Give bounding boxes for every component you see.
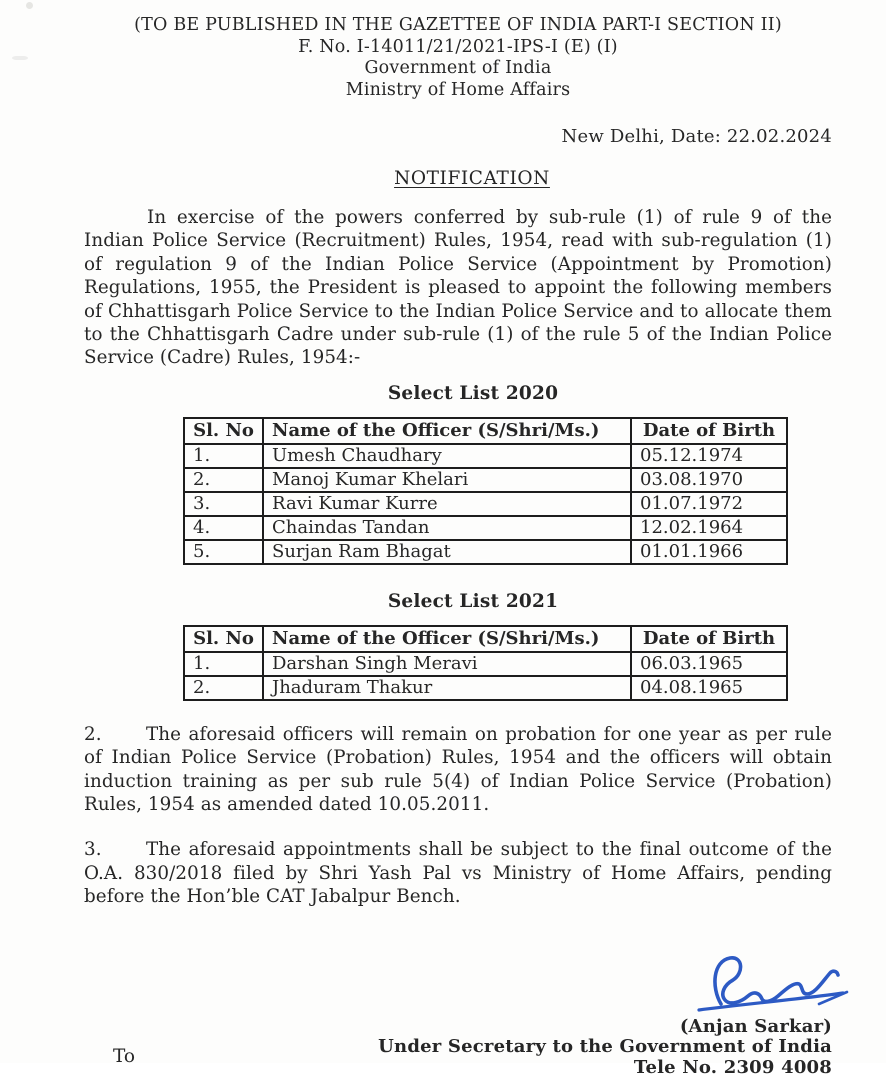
sl-no-cell: 2.	[184, 676, 263, 700]
dob-cell: 05.12.1974	[631, 444, 787, 468]
select-list-2020-table	[183, 417, 788, 565]
table-header-row	[184, 418, 787, 444]
sl-no-cell: 1.	[184, 652, 263, 676]
table-row	[184, 540, 787, 564]
dob-cell: 12.02.1964	[631, 516, 787, 540]
dob-cell: 06.03.1965	[631, 652, 787, 676]
table-row	[184, 444, 787, 468]
signatory-designation: Under Secretary to the Government of India	[378, 1036, 832, 1058]
officer-name-header: Name of the Officer (S/Shri/Ms.)	[263, 626, 631, 652]
sl-no-header: Sl. No	[184, 418, 263, 444]
dob-header: Date of Birth	[631, 418, 787, 444]
sl-no-cell: 1.	[184, 444, 263, 468]
select-list-2020-heading: Select List 2020	[387, 382, 559, 404]
table-row	[184, 492, 787, 516]
ministry-line: Ministry of Home Affairs	[345, 79, 571, 100]
officer-name-cell: Ravi Kumar Kurre	[263, 492, 631, 516]
government-line: Government of India	[364, 58, 552, 78]
officer-name-header: Name of the Officer (S/Shri/Ms.)	[263, 418, 631, 444]
signatory-name: (Anjan Sarkar)	[679, 1015, 832, 1037]
paragraph-text: The aforesaid appointments shall be subject to the final outcome of the O.A. 830/2018 filed by Shri Yash Pal vs Ministry of Home Affairs, pending before the Hon’ble CAT Jabalpur Bench.	[84, 839, 832, 908]
officer-name-cell: Surjan Ram Bhagat	[263, 540, 631, 564]
signature-block	[84, 949, 832, 1078]
dateline: New Delhi, Date: 22.02.2024	[561, 126, 832, 147]
to-label: To	[113, 1046, 136, 1067]
select-list-2021-heading: Select List 2021	[387, 590, 559, 612]
opening-paragraph: In exercise of the powers conferred by sub-rule (1) of rule 9 of the Indian Police Service (Recruitment) Rules, 1954, read with sub-regulation (1) of regulation 9 of the Indian Police Service (Appointment by Promotion) Regulations, 1955, the President is pleased to appoint the following members of Chhattisgarh Police Service to the Indian Police Service and to allocate them to the Chhattisgarh Cadre under sub-rule (1) of the rule 5 of the Indian Police Service (Cadre) Rules, 1954:-	[84, 207, 832, 369]
sl-no-cell: 4.	[184, 516, 263, 540]
officer-name-cell: Chaindas Tandan	[263, 516, 631, 540]
notification-title	[84, 168, 832, 189]
gazette-line: (TO BE PUBLISHED IN THE GAZETTEE OF INDIA PART-I SECTION II)	[134, 15, 782, 35]
paragraph-text: The aforesaid officers will remain on probation for one year as per rule of Indian Police Service (Probation) Rules, 1954 and the officers will obtain induction training as per sub rule 5(4) of Indian Police Service (Probation) Rules, 1954 as amended dated 10.05.2011.	[84, 723, 832, 816]
paragraph-number: 3.	[84, 839, 102, 861]
sl-no-cell: 2.	[184, 468, 263, 492]
notification-title-text: NOTIFICATION	[394, 168, 550, 189]
scan-artifact	[26, 2, 33, 9]
file-number-line: F. No. I-14011/21/2021-IPS-I (E) (I)	[298, 36, 618, 57]
sl-no-header: Sl. No	[184, 626, 263, 652]
sl-no-cell: 5.	[184, 540, 263, 564]
table-row	[184, 516, 787, 540]
paragraph-number: 2.	[84, 723, 102, 745]
officer-name-cell: Manoj Kumar Khelari	[263, 468, 631, 492]
table-row	[184, 652, 787, 676]
dob-cell: 01.01.1966	[631, 540, 787, 564]
officer-name-cell: Jhaduram Thakur	[263, 676, 631, 700]
dob-header: Date of Birth	[631, 626, 787, 652]
letterhead	[84, 15, 832, 101]
signature-scribble-icon	[691, 949, 859, 1013]
table-row	[184, 468, 787, 492]
officer-name-cell: Darshan Singh Meravi	[263, 652, 631, 676]
dob-cell: 04.08.1965	[631, 676, 787, 700]
signatory-phone: Tele No. 2309 4008	[633, 1056, 832, 1078]
dob-cell: 01.07.1972	[631, 492, 787, 516]
appointments-paragraph	[84, 838, 832, 908]
sl-no-cell: 3.	[184, 492, 263, 516]
dob-cell: 03.08.1970	[631, 468, 787, 492]
select-list-2021-table	[183, 625, 788, 701]
table-row	[184, 676, 787, 700]
table-header-row	[184, 626, 787, 652]
officer-name-cell: Umesh Chaudhary	[263, 444, 631, 468]
probation-paragraph	[84, 723, 832, 817]
scan-artifact	[12, 56, 28, 60]
